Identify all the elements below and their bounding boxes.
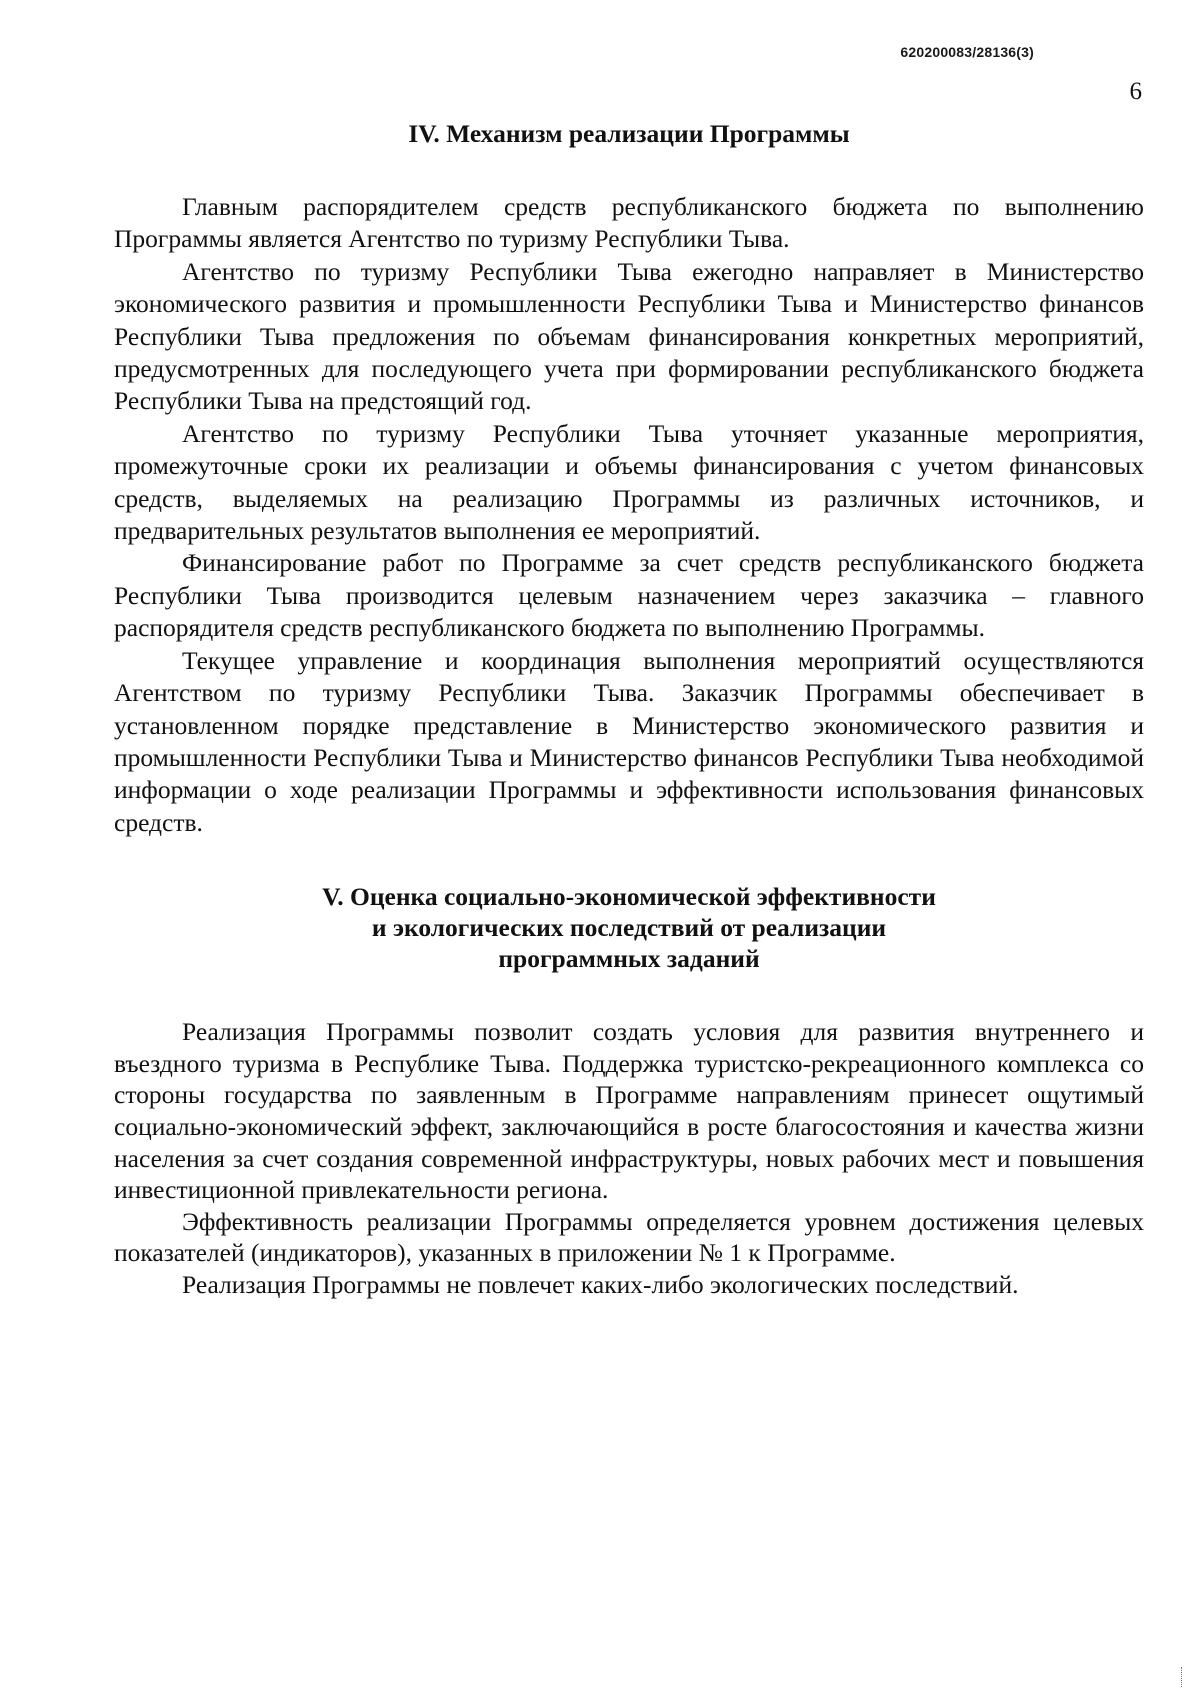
paragraph: Агентство по туризму Республики Тыва ежегодно направляет в Министерство экономического развития и промышленности Республики Тыва и Министерство финансов Республики Тыва предложения по объемам финансирования конкретных мероприятий, предусмотренных для последующего учета при формировании республиканского бюджета Республики Тыва на предстоящий год. <box>114 256 1144 416</box>
paragraph: Финансирование работ по Программе за счет средств республиканского бюджета Республики Тыва производится целевым назначением через заказчика – главного распорядителя средств республиканского бюджета по выполнению Программы. <box>114 548 1144 643</box>
section-4-title: IV. Механизм реализации Программы <box>408 119 850 148</box>
section-5-title-line: программных заданий <box>498 944 760 974</box>
page-number: 6 <box>1129 78 1142 105</box>
document-id: 620200083/28136(3) <box>900 44 1034 60</box>
document-body <box>114 118 1144 1300</box>
paragraph: Эффективность реализации Программы определяется уровнем достижения целевых показателей (индикаторов), указанных в приложении № 1 к Программе. <box>114 1206 1144 1268</box>
paragraph: Агентство по туризму Республики Тыва уточняет указанные мероприятия, промежуточные сроки их реализации и объемы финансирования с учетом финансовых средств, выделяемых на реализацию Программы из различных источников, и предварительных результатов выполнения ее мероприятий. <box>114 418 1144 546</box>
paragraph: Главным распорядителем средств республиканского бюджета по выполнению Программы является Агентство по туризму Республики Тыва. <box>114 192 1144 254</box>
paragraph: Реализация Программы позволит создать условия для развития внутреннего и въездного туризма в Республике Тыва. Поддержка туристско-рекреационного комплекса со стороны государства по заявленным в Программе направлениям принесет ощутимый социально-экономический эффект, заключающийся в росте благосостояния и качества жизни населения за счет создания современной инфраструктуры, новых рабочих мест и повышения инвестиционной привлекательности региона. <box>114 1017 1144 1205</box>
paragraph: Текущее управление и координация выполнения мероприятий осуществляются Агентством по туризму Республики Тыва. Заказчик Программы обеспечивает в установленном порядке представление в Министерство экономического развития и промышленности Республики Тыва и Министерство финансов Республики Тыва необходимой информации о ходе реализации Программы и эффективности использования финансовых средств. <box>114 645 1144 837</box>
section-5-title <box>114 881 1144 974</box>
section-4 <box>114 118 1144 839</box>
section-5-title-line: и экологических последствий от реализации <box>371 913 887 943</box>
paragraph: Реализация Программы не повлечет каких-либо экологических последствий. <box>182 1269 1019 1299</box>
section-5 <box>114 881 1144 1300</box>
scan-artifact <box>1181 1667 1188 1687</box>
section-5-title-line: V. Оценка социально-экономической эффективности <box>322 882 936 912</box>
